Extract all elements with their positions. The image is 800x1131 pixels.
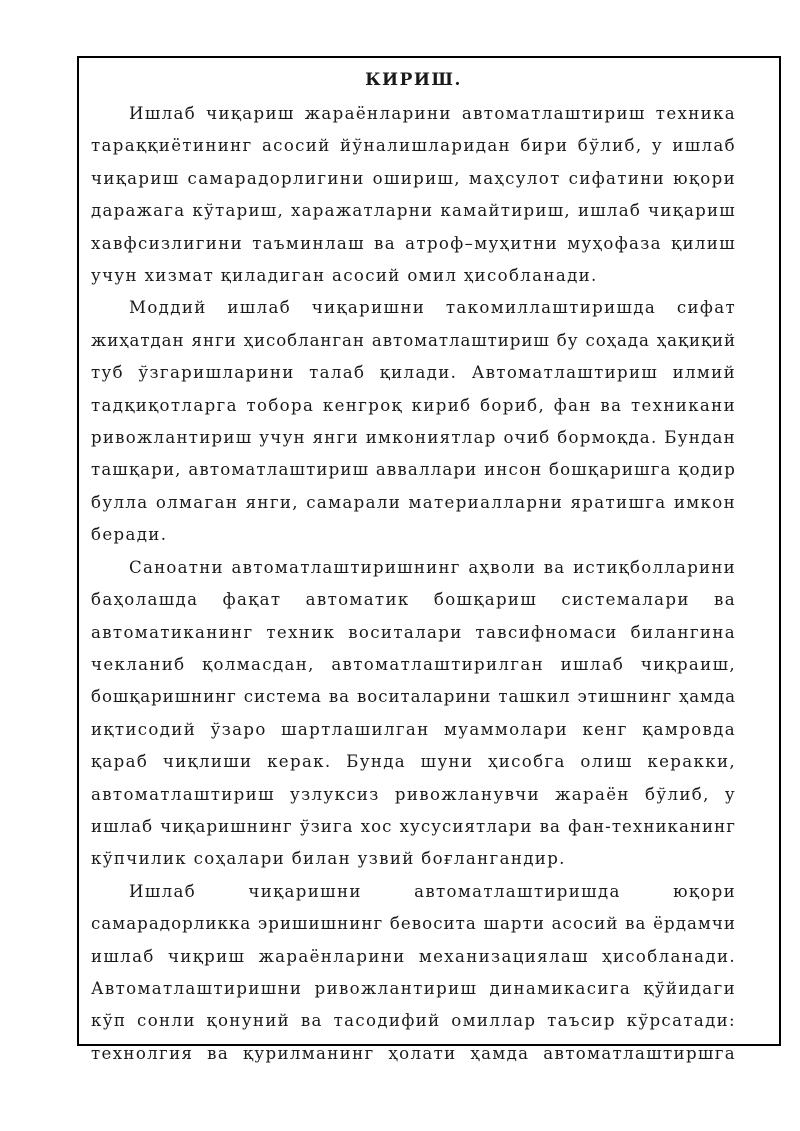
text-line: бошқаришнинг система ва воситаларини ташкил этишнинг ҳамда (91, 687, 736, 707)
text-line: Ишлаб чиқаришни автоматлаштиришда юқори (129, 881, 736, 901)
text-line: чекланиб қолмасдан, автоматлаштирилган ишлаб чиқраиш, (91, 654, 736, 674)
text-line: кўпчилик соҳалари билан узвий боғлангандир. (91, 849, 566, 869)
text-line: технолгия ва қурилманинг ҳолати ҳамда автоматлаштиршга (91, 1043, 736, 1063)
text-line: Саноатни автоматлаштиришнинг аҳволи ва истиқболларини (129, 557, 736, 577)
text-line: хавфсизлигини таъминлаш ва атроф–муҳитни муҳофаза қилиш (91, 233, 736, 253)
text-line: кўп сонли қонуний ва тасодифий омиллар таъсир кўрсатади: (91, 1011, 736, 1031)
text-line: Автоматлаштиришни ривожлантириш динамикасига қўйидаги (91, 978, 736, 998)
text-line: жиҳатдан янги ҳисобланган автоматлаштириш бу соҳада ҳақиқий (91, 330, 736, 350)
text-line: чиқариш самарадорлигини ошириш, маҳсулот сифатини юқори (91, 168, 736, 188)
text-line: туб ўзгаришларини талаб қилади. Автоматлаштириш илмий (91, 363, 736, 383)
text-line: тадқиқотларга тобора кенгроқ кириб бориб, фан ва техникани (91, 395, 736, 415)
text-line: беради. (91, 525, 168, 545)
document-body (91, 62, 736, 1070)
text-line: самарадорликка эришишнинг бевосита шарти асосий ва ёрдамчи (91, 914, 736, 934)
paragraph-2 (91, 292, 736, 551)
text-line: учун хизмат қиладиган асосий омил ҳисобланади. (91, 266, 598, 286)
text-line: автоматиканинг техник воситалари тавсифномаси билангина (91, 622, 736, 642)
text-line: даражага кўтариш, харажатларни камайтириш, ишлаб чиқариш (91, 201, 736, 221)
document-title: КИРИШ. (365, 70, 462, 90)
paragraph-4 (91, 876, 736, 1070)
text-line: баҳолашда фақат автоматик бошқариш системалари ва (91, 590, 736, 610)
text-line: автоматлаштириш узлуксиз ривожланувчи жараён бўлиб, у (91, 784, 736, 804)
paragraph-3 (91, 552, 736, 876)
text-line: ривожлантириш учун янги имкониятлар очиб бормоқда. Бундан (91, 428, 736, 448)
text-line: қараб чиқлиши керак. Бунда шуни ҳисобга олиш керакки, (91, 752, 736, 772)
text-line: ташқари, автоматлаштириш авваллари инсон бошқаришга қодир (91, 460, 736, 480)
text-line: булла олмаган янги, самарали материалларни яратишга имкон (91, 492, 736, 512)
paragraph-1 (91, 98, 736, 292)
text-line: иқтисодий ўзаро шартлашилган муаммолари кенг қамровда (91, 719, 736, 739)
text-line: ишлаб чиқаришнинг ўзига хос хусусиятлари ва фан-техниканинг (91, 816, 736, 836)
text-line: Моддий ишлаб чиқаришни такомиллаштиришда сифат (129, 298, 736, 318)
text-line: Ишлаб чиқариш жараёнларини автоматлаштириш техника (129, 104, 736, 123)
text-line: тараққиётининг асосий йўналишларидан бири бўлиб, у ишлаб (91, 136, 736, 156)
text-line: ишлаб чиқриш жараёнларини механизациялаш ҳисобланади. (91, 946, 736, 966)
